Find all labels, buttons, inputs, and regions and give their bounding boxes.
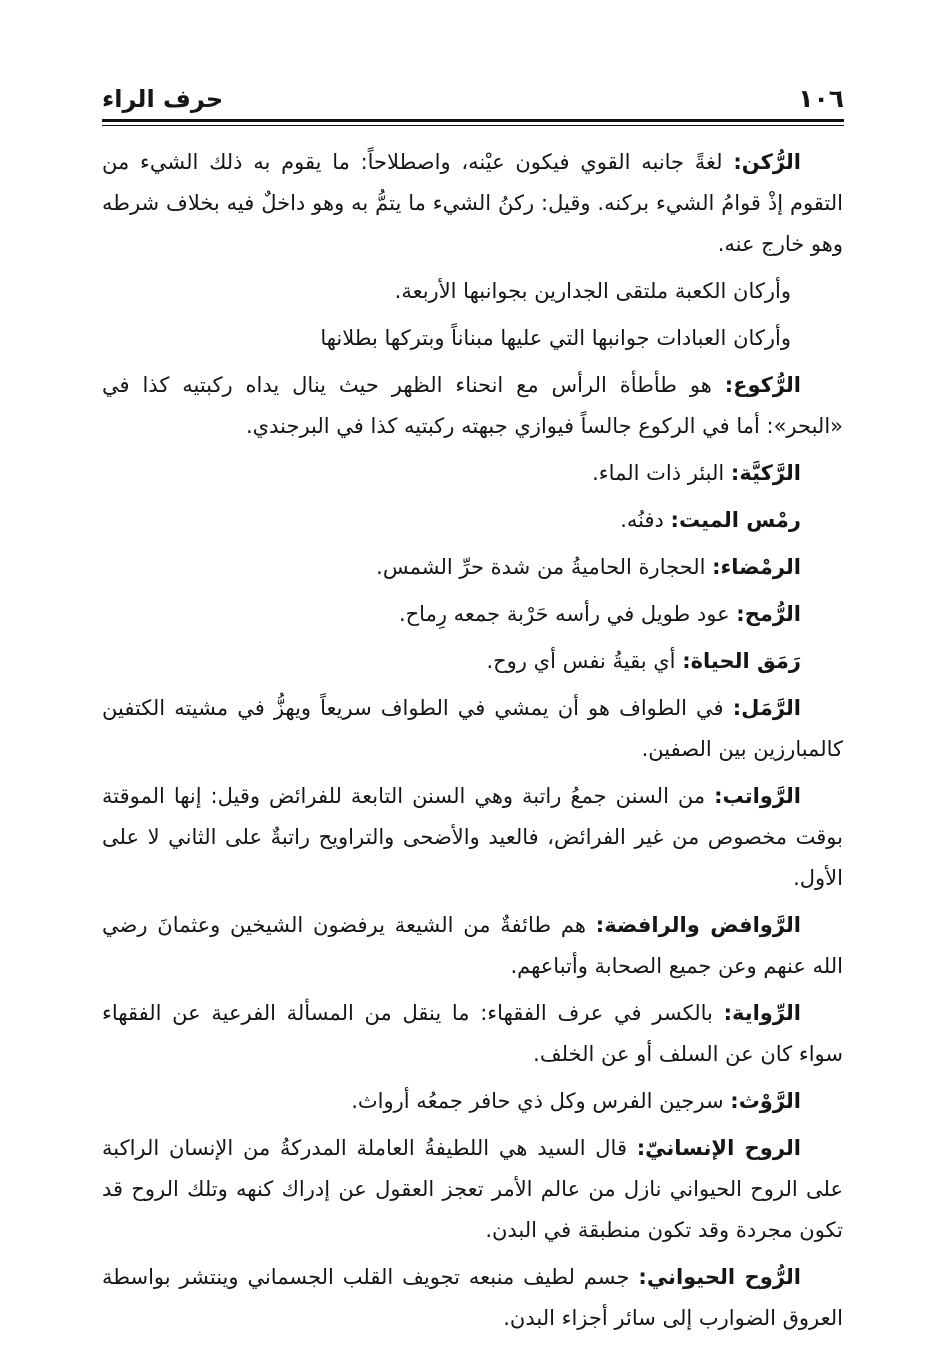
entry-definition: دفنُه. (620, 508, 671, 532)
entry-term: الرَّمَل (741, 696, 801, 720)
entry-al-rumh: الرُّمح: عود طويل في رأسه حَرْبة جمعه رِماح. (102, 594, 843, 635)
entry-al-rukoo: الرُّكوع: هو طأطأة الرأس مع انحناء الظهر حيث ينال يداه ركبتيه كذا في «البحر»: أما في الركوع جالساً فيوازي جبهته ركبتيه كذا في البرجندي. (102, 373, 843, 438)
entry-definition: سرجين الفرس وكل ذي حافر جمعُه أرواث. (351, 1089, 731, 1113)
entry-term: الرمْضاء (720, 555, 801, 579)
entry-al-raml: الرَّمَل: في الطواف هو أن يمشي في الطواف سريعاً ويهزُّ في مشيته الكتفين كالمبارزين بين الصفين. (102, 696, 843, 761)
header-rule-thick (102, 119, 844, 122)
entry-al-ramdaa: الرمْضاء: الحجارة الحاميةُ من شدة حرِّ الشمس. (102, 547, 843, 588)
entry-definition: البئر ذات الماء. (592, 461, 731, 485)
entry-term: الرُّكن (741, 150, 801, 174)
entry-definition: لغةً جانبه القوي فيكون عيْنه، واصطلاحاً: ما يقوم به ذلك الشيء من التقوم إذْ قوامُ الشيء بركنه. وقيل: ركنُ الشيء ما يتمُّ به وهو داخلٌ فيه بخلاف شرطه وهو خارج عنه. (102, 150, 843, 256)
entry-al-rukn: الرُّكن: لغةً جانبه القوي فيكون عيْنه، واصطلاحاً: ما يقوم به ذلك الشيء من التقوم إذْ قوامُ الشيء بركنه. وقيل: ركنُ الشيء ما يتمُّ به وهو داخلٌ فيه بخلاف شرطه وهو خارج عنه. (102, 150, 843, 256)
running-title: حرف الراء (102, 85, 224, 113)
dictionary-entries (102, 142, 843, 1345)
entry-definition: هو طأطأة الرأس مع انحناء الظهر حيث ينال يداه ركبتيه كذا في «البحر»: أما في الركوع جالساً فيوازي جبهته ركبتيه كذا في البرجندي. (102, 373, 843, 438)
entry-term: رَمَق الحياة (690, 649, 801, 673)
entry-term: الروح الإنسانيّ (645, 1136, 801, 1160)
entry-definition: وأركان العبادات جوانبها التي عليها مبناناً وبتركها بطلانها (320, 326, 791, 350)
entry-ramaq-al-hayat: رَمَق الحياة: أي بقيةُ نفس أي روح. (102, 641, 843, 682)
entry-definition: بالكسر في عرف الفقهاء: ما ينقل من المسألة الفرعية عن الفقهاء سواء كان عن السلف أو عن الخلف. (102, 1001, 843, 1066)
entry-definition: جسم لطيف منبعه تجويف القلب الجسماني وينتشر بواسطة العروق الضوارب إلى سائر أجزاء البدن. (102, 1265, 843, 1330)
header-rule-thin (102, 125, 844, 126)
entry-definition: من السنن جمعُ راتبة وهي السنن التابعة للفرائض وقيل: إنها الموقتة بوقت مخصوص من غير الفرائض، فالعيد والأضحى والتراويح راتبةٌ على الثاني لا على الأول. (102, 784, 843, 890)
entry-al-ruh-al-insani: الروح الإنسانيّ: قال السيد هي اللطيفةُ العاملة المدركةُ من الإنسان الراكبة على الروح الحيواني نازل من عالم الأمر تعجز العقول عن إدراك كنهه وتلك الروح قد تكون مجردة وقد تكون منطبقة في البدن. (102, 1136, 843, 1242)
page-header (102, 82, 844, 116)
entry-arkan-al-kaaba (102, 271, 843, 312)
entry-term: الرُّكوع (733, 373, 801, 397)
entry-al-rawatib: الرَّواتب: من السنن جمعُ راتبة وهي السنن التابعة للفرائض وقيل: إنها الموقتة بوقت مخصوص من غير الفرائض، فالعيد والأضحى والتراويح راتبةٌ على الثاني لا على الأول. (102, 784, 843, 890)
entry-arkan-al-ibadat (102, 318, 843, 359)
entry-term: الرَّواتب (722, 784, 801, 808)
entry-definition: قال السيد هي اللطيفةُ العاملة المدركةُ من الإنسان الراكبة على الروح الحيواني نازل من عالم الأمر تعجز العقول عن إدراك كنهه وتلك الروح قد تكون مجردة وقد تكون منطبقة في البدن. (102, 1136, 843, 1242)
entry-term: الرَّكيَّة (739, 461, 801, 485)
entry-al-rakiyya: الرَّكيَّة: البئر ذات الماء. (102, 453, 843, 494)
entry-al-riwaya: الرِّواية: بالكسر في عرف الفقهاء: ما ينقل من المسألة الفرعية عن الفقهاء سواء كان عن السلف أو عن الخلف. (102, 1001, 843, 1066)
entry-term: رمْس الميت (678, 508, 801, 532)
entry-al-rawth: الرَّوْث: سرجين الفرس وكل ذي حافر جمعُه أرواث. (102, 1081, 843, 1122)
entry-definition: الحجارة الحاميةُ من شدة حرِّ الشمس. (376, 555, 713, 579)
entry-definition: عود طويل في رأسه حَرْبة جمعه رِماح. (398, 602, 737, 626)
entry-definition: في الطواف هو أن يمشي في الطواف سريعاً ويهزُّ في مشيته الكتفين كالمبارزين بين الصفين. (102, 696, 843, 761)
page-number: ١٠٦ (798, 84, 844, 113)
entry-al-ruh-al-hayawani: الرُّوح الحيواني: جسم لطيف منبعه تجويف القلب الجسماني وينتشر بواسطة العروق الضوارب إلى سائر أجزاء البدن. (102, 1265, 843, 1330)
entry-definition: هم طائفةٌ من الشيعة يرفضون الشيخين وعثمانَ رضي الله عنهم وعن جميع الصحابة وأتباعهم. (102, 913, 843, 978)
entry-al-rawafid: الرَّوافض والرافضة: هم طائفةٌ من الشيعة يرفضون الشيخين وعثمانَ رضي الله عنهم وعن جميع الصحابة وأتباعهم. (102, 913, 843, 978)
entry-term: الرُّمح (744, 602, 801, 626)
entry-term: الرَّوافض والرافضة (604, 913, 801, 937)
entry-term: الرُّوح الحيواني (646, 1265, 801, 1289)
entry-term: الرَّوْث (738, 1089, 801, 1113)
entry-definition: أي بقيةُ نفس أي روح. (486, 649, 683, 673)
entry-term: الرِّواية (731, 1001, 801, 1025)
entry-rams-al-mayyit: رمْس الميت: دفنُه. (102, 500, 843, 541)
entry-definition: وأركان الكعبة ملتقى الجدارين بجوانبها الأربعة. (394, 279, 791, 303)
